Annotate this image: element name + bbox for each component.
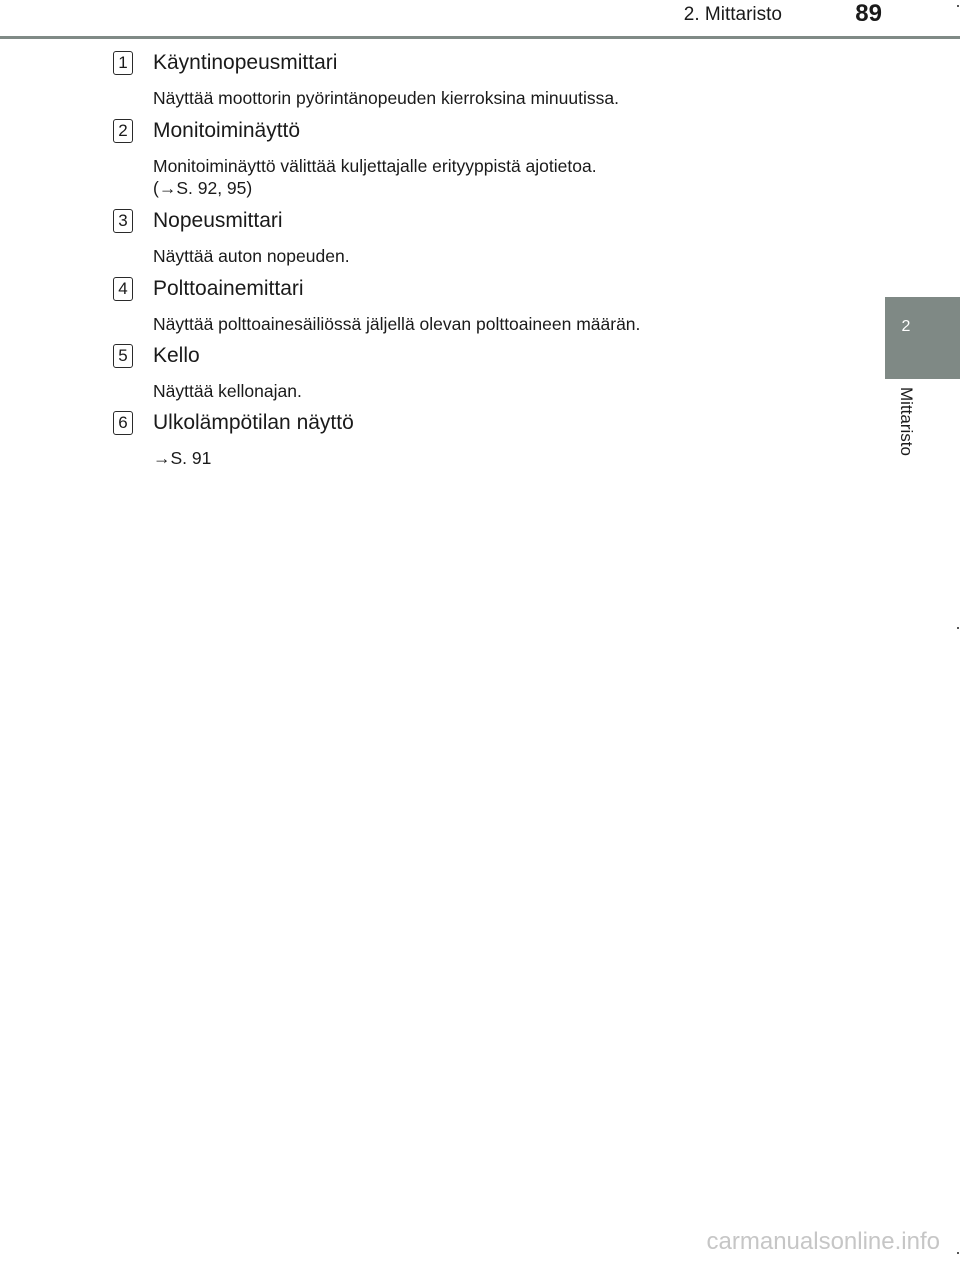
list-item [113,117,853,199]
item-description: Monitoiminäyttö välittää kuljettajalle erityyppistä ajotietoa. (→S. 92, 95) [153,156,597,198]
item-number-badge: 3 [113,209,133,233]
item-number-badge: 6 [113,411,133,435]
crop-mark [957,1252,959,1254]
item-title: Ulkolämpötilan näyttö [153,411,354,434]
item-description: Näyttää kellonajan. [153,381,302,401]
list-item [113,207,853,267]
item-title: Monitoiminäyttö [153,119,301,142]
page-number: 89 [855,0,882,27]
item-title: Kello [153,344,200,367]
crop-mark [957,5,959,7]
item-number-badge: 4 [113,277,133,301]
item-description: →S. 91 [153,448,212,468]
list-item [113,342,853,402]
item-number-badge: 2 [113,119,133,143]
item-description: Näyttää moottorin pyörintänopeuden kierroksina minuutissa. [153,88,619,108]
item-title: Nopeusmittari [153,209,283,232]
crop-mark [957,627,959,629]
list-item [113,275,853,335]
watermark: carmanualsonline.info [706,1228,940,1255]
header-divider [0,36,960,39]
chapter-label: Mittaristo [897,387,916,456]
item-title: Käyntinopeusmittari [153,51,338,74]
list-item [113,409,853,469]
chapter-tab [885,297,960,379]
item-description: Näyttää auton nopeuden. [153,246,350,266]
section-title: 2. Mittaristo [683,4,782,25]
item-title: Polttoainemittari [153,277,304,300]
list-item [113,49,853,109]
item-number-badge: 1 [113,51,133,75]
item-description: Näyttää polttoainesäiliössä jäljellä olevan polttoaineen määrän. [153,314,641,334]
item-number-badge: 5 [113,344,133,368]
chapter-number: 2 [901,318,911,335]
